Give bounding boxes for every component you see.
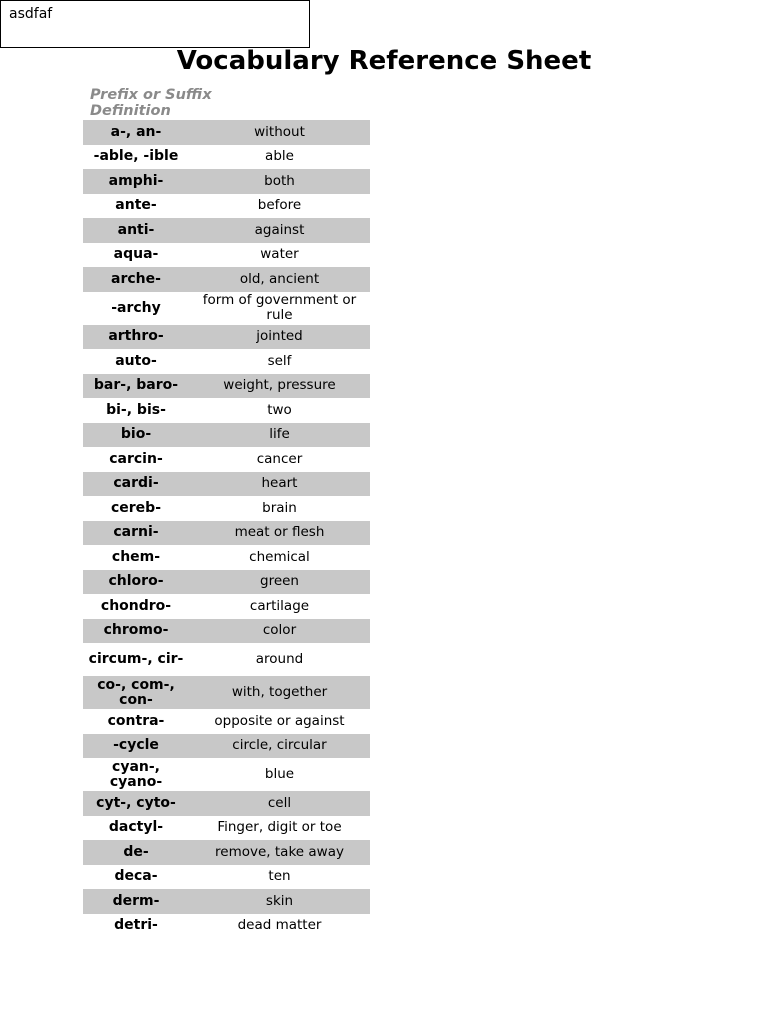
prefix-cell: chloro- <box>83 570 189 595</box>
table-row <box>83 349 370 374</box>
definition-cell: cell <box>189 791 370 816</box>
definition-cell: chemical <box>249 548 310 565</box>
table-row <box>83 447 370 472</box>
prefix-cell: carni- <box>83 521 189 546</box>
definition-cell: ten <box>268 868 291 885</box>
table-row <box>83 169 370 194</box>
column-header <box>90 87 212 119</box>
prefix-cell: arche- <box>83 267 189 292</box>
prefix-cell: bi-, bis- <box>106 401 166 418</box>
definition-cell: old, ancient <box>189 267 370 292</box>
table-row <box>83 218 370 243</box>
prefix-cell: amphi- <box>83 169 189 194</box>
prefix-cell: auto- <box>115 352 157 369</box>
definition-cell: color <box>189 619 370 644</box>
prefix-cell: derm- <box>83 889 189 914</box>
column-header-prefix: Prefix or Suffix <box>90 87 212 103</box>
table-row <box>83 243 370 268</box>
prefix-cell: arthro- <box>83 325 189 350</box>
table-row <box>83 545 370 570</box>
table-row <box>83 120 370 145</box>
text-box[interactable]: asdfaf <box>0 0 310 48</box>
definition-cell: skin <box>189 889 370 914</box>
table-row <box>83 791 370 816</box>
prefix-cell: dactyl- <box>108 819 164 836</box>
definition-cell: life <box>189 423 370 448</box>
column-header-definition: Definition <box>90 103 171 119</box>
definition-cell: jointed <box>189 325 370 350</box>
prefix-cell: cereb- <box>110 499 162 516</box>
table-row <box>83 570 370 595</box>
table-row <box>83 758 370 791</box>
definition-cell: opposite or against <box>214 712 345 729</box>
definition-cell: self <box>267 352 292 369</box>
prefix-cell: ante- <box>115 197 157 214</box>
definition-cell: heart <box>189 472 370 497</box>
definition-cell: with, together <box>189 676 370 709</box>
table-row <box>83 267 370 292</box>
table-row <box>83 325 370 350</box>
prefix-cell: cardi- <box>83 472 189 497</box>
prefix-cell: carcin- <box>109 450 163 467</box>
table-row <box>83 521 370 546</box>
table-row <box>83 643 370 676</box>
prefix-cell: bar-, baro- <box>83 374 189 399</box>
definition-cell: water <box>260 246 299 263</box>
definition-cell: cartilage <box>249 597 310 614</box>
table-row <box>83 865 370 890</box>
definition-cell: form of government or rule <box>202 292 357 323</box>
prefix-cell: circum-, cir- <box>88 651 184 667</box>
table-row <box>83 292 370 325</box>
definition-cell: able <box>265 148 294 165</box>
definition-cell: before <box>257 197 302 214</box>
table-row <box>83 709 370 734</box>
definition-cell: blue <box>264 766 295 782</box>
table-row <box>83 734 370 759</box>
definition-cell: remove, take away <box>189 840 370 865</box>
prefix-cell: -cycle <box>83 734 189 759</box>
definition-cell: two <box>267 401 292 418</box>
prefix-cell: aqua- <box>113 246 159 263</box>
vocabulary-table-body <box>83 120 370 938</box>
table-row <box>83 496 370 521</box>
table-row <box>83 594 370 619</box>
definition-cell: around <box>255 651 304 667</box>
definition-cell: brain <box>262 499 297 516</box>
definition-cell: green <box>189 570 370 595</box>
prefix-cell: de- <box>83 840 189 865</box>
table-row <box>83 889 370 914</box>
definition-cell: dead matter <box>237 917 322 934</box>
page-title: Vocabulary Reference Sheet <box>176 46 592 76</box>
prefix-cell: chem- <box>111 548 161 565</box>
table-row <box>83 423 370 448</box>
definition-cell: both <box>189 169 370 194</box>
definition-cell: Finger, digit or toe <box>217 819 342 836</box>
definition-cell: without <box>189 120 370 145</box>
table-row <box>83 374 370 399</box>
prefix-cell: -able, -ible <box>93 148 179 165</box>
definition-cell: circle, circular <box>189 734 370 759</box>
table-row <box>83 816 370 841</box>
definition-cell: meat or flesh <box>189 521 370 546</box>
definition-cell: cancer <box>256 450 303 467</box>
prefix-cell: cyt-, cyto- <box>83 791 189 816</box>
table-row <box>83 398 370 423</box>
table-row <box>83 914 370 939</box>
table-row <box>83 619 370 644</box>
table-row <box>83 840 370 865</box>
prefix-cell: anti- <box>83 218 189 243</box>
definition-cell: against <box>189 218 370 243</box>
prefix-cell: contra- <box>107 712 165 729</box>
prefix-cell: chromo- <box>83 619 189 644</box>
definition-cell: weight, pressure <box>189 374 370 399</box>
table-row <box>83 145 370 170</box>
table-row <box>83 676 370 709</box>
prefix-cell: chondro- <box>100 597 172 614</box>
prefix-cell: co-, com-, con- <box>83 676 189 709</box>
vocabulary-table <box>83 120 370 938</box>
prefix-cell: deca- <box>114 868 158 885</box>
prefix-cell: detri- <box>114 917 158 934</box>
prefix-cell: cyan-, cyano- <box>109 758 163 790</box>
table-row <box>83 472 370 497</box>
prefix-cell: bio- <box>83 423 189 448</box>
prefix-cell: -archy <box>111 299 161 316</box>
prefix-cell: a-, an- <box>83 120 189 145</box>
table-row <box>83 194 370 219</box>
